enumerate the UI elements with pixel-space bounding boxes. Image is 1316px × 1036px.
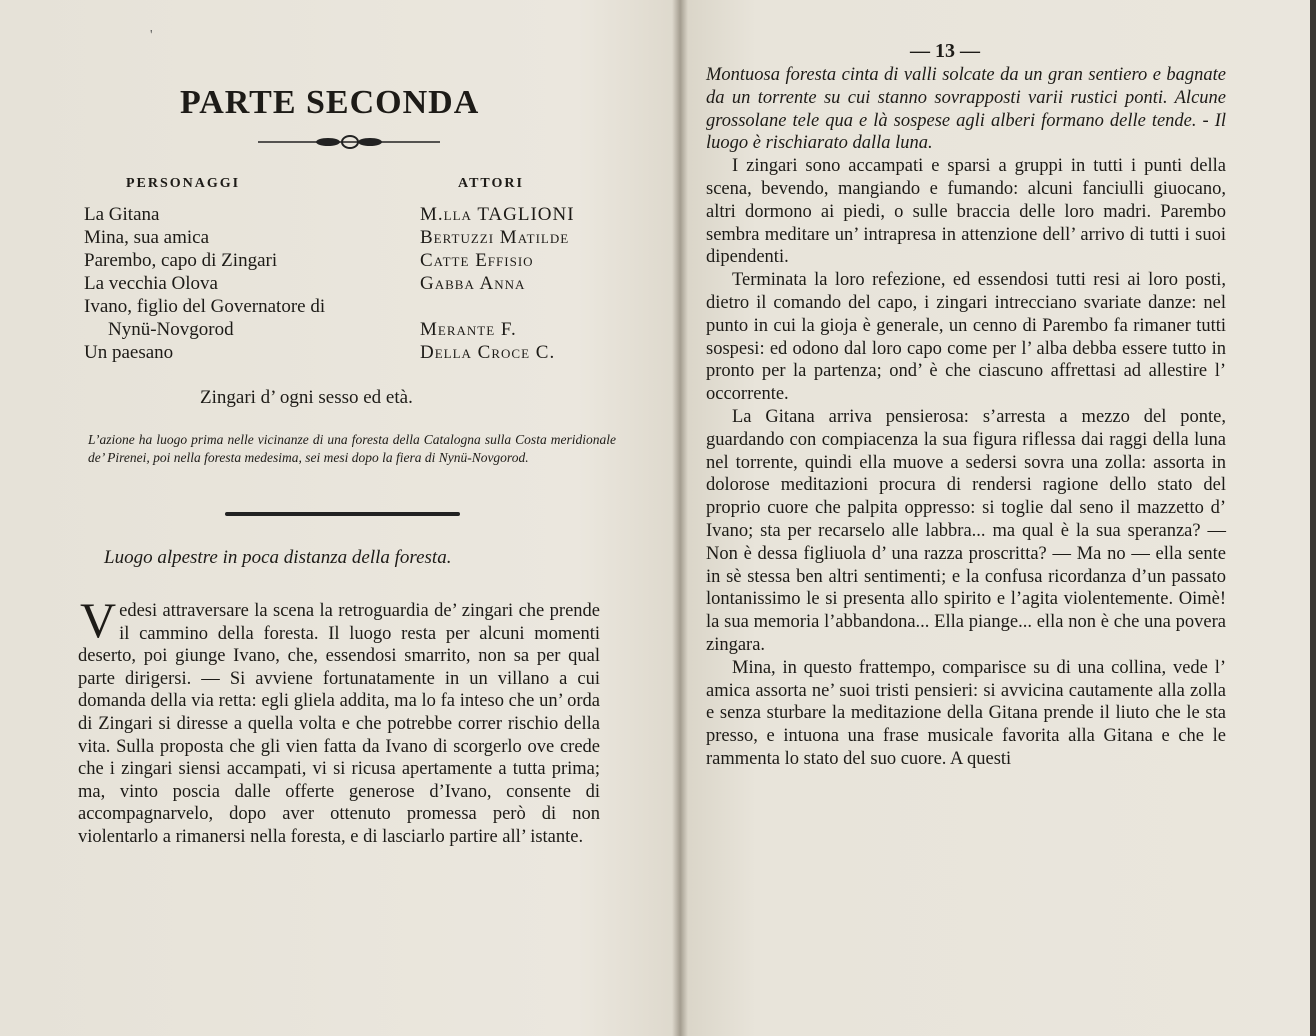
paragraph: La Gitana arriva pensierosa: s’arresta a mezzo del ponte, guardando con compiacenza la sua figura riflessa dai raggi della luna nel torrente, quindi ella muove a sedersi sovra una zolla: assorta in dolorose meditazioni procura di rendersi ragione dello stato del proprio cuore che palpita oppresso: si toglie dal seno il mazzetto d’ Ivano; sta per recarselo alle labbra... ma qual è la sua speranza? — Non è dessa figliuola d’ una razza proscritta? — Ma no — ella sente in sè stessa ben altri sentimenti; e la confusa ricordanza d’un passato lontanissimo le si presenta allo spirito e l’agita violentemente. Oimè! la sua memoria l’abbandona... Ella piange... ella non è che una povera zingara. [706, 406, 1226, 655]
setting-description: Montuosa foresta cinta di valli solcate da un gran sentiero e bagnate da un torrente su cui stanno sovrapposti varii rustici ponti. Alcune grossolane tele qua e là sospese agli alberi formano delle tende. - Il luogo è rischiarato dalla luna. [706, 65, 1226, 154]
zingari-line: Zingari d’ ogni sesso ed età. [200, 387, 413, 408]
paragraph: Terminata la loro refezione, ed essendosi tutti resi ai loro posti, dietro il comando del capo, i zingari intrecciano svariate danze: nel punto in cui la gioja è generale, un cenno di Parembo fa rimaner tutti sospesi: ed odono dal loro capo come per l’ alba debba essere tutto in pronto per la partenza; ond’ è che ciascuno affrettasi ad allestire l’ occorrente. [706, 270, 1226, 405]
right-page [680, 0, 1316, 1036]
divider-rule [225, 512, 460, 516]
left-body-paragraph: edesi attraversare la scena la retroguardia de’ zingari che prende il cammino della foresta. Il luogo resta per alcuni momenti deserto, poi giunge Ivano, che, essendosi smarrito, non sa per qual parte dirigersi. — Si avviene fortunatamente in un villano a cui domanda della via retta: egli gliela addita, ma lo fa inteso che un’ orda di Zingari si diresse a quella volta e che potrebbe correr rischio della vita. Sulla proposta che gli vien fatta da Ivano di scorgerlo ove crede che i zingari siensi accampati, vi si ricusa apertamente a tutta prima; ma, vinto poscia dalle offerte generose d’Ivano, consente di accompagnarvelo, dopo aver ottenuto promessa però di non violentarlo a rimanersi nella foresta, e di lasciarlo partire all’ istante. [78, 601, 600, 847]
ornament-divider-icon [258, 132, 440, 152]
actor-name: Catte Effisio [420, 250, 534, 271]
character-list [84, 203, 424, 364]
character-name: Parembo, capo di Zingari [84, 250, 278, 271]
actor-name: Merante F. [420, 319, 517, 340]
character-name: La Gitana [84, 204, 160, 225]
paragraph: Mina, in questo frattempo, comparisce su di una collina, vede l’ amica assorta ne’ suoi tristi pensieri: si avvicina cautamente alla zolla e senza sturbare la meditazione della Gitana prende il liuto che le sta presso, e intuona una frase musicale favorita alla Gitana e che le rammenta lo stato del suo cuore. A questi [706, 657, 1226, 769]
scene-location: Luogo alpestre in poca distanza della foresta. [104, 547, 452, 568]
paragraph: I zingari sono accampati e sparsi a gruppi in tutti i punti della scena, bevendo, mangiando e fumando: alcuni fanciulli giuocano, altri dormono ai piedi, o sulle braccia delle loro madri. Parembo sembra meditare un’ intrapresa in attenzione dell’ arrivo di tutti i suoi dipendenti. [706, 156, 1226, 268]
actor-name: Gabba Anna [420, 273, 526, 294]
actor-name: M.lla TAGLIONI [420, 204, 575, 225]
personaggi-heading: PERSONAGGI [126, 176, 241, 191]
page-number: — 13 — [910, 40, 980, 62]
pencil-mark: ' [150, 28, 153, 43]
actor-name: Della Croce C. [420, 342, 556, 363]
book-gutter [672, 0, 688, 1036]
character-name: Un paesano [84, 342, 174, 363]
character-name: La vecchia Olova [84, 273, 218, 294]
actor-name: Bertuzzi Matilde [420, 227, 570, 248]
character-name: Ivano, figlio del Governatore di [84, 296, 326, 317]
setting-note: L’azione ha luogo prima nelle vicinanze di una foresta della Catalogna sulla Costa meridionale de’ Pirenei, poi nella foresta medesima, sei mesi dopo la fiera di Nynü-Novgorod. [88, 432, 616, 465]
right-body-text [706, 64, 1226, 771]
character-name: Nynü-Novgorod [108, 319, 234, 340]
drop-cap: V [80, 592, 117, 648]
attori-heading: ATTORI [458, 176, 524, 191]
actor-name [420, 295, 620, 318]
page-edge [1310, 0, 1316, 1036]
actor-list [420, 203, 620, 364]
character-name: Mina, sua amica [84, 227, 210, 248]
page-title: PARTE SECONDA [180, 84, 480, 121]
left-body-text [78, 592, 600, 849]
